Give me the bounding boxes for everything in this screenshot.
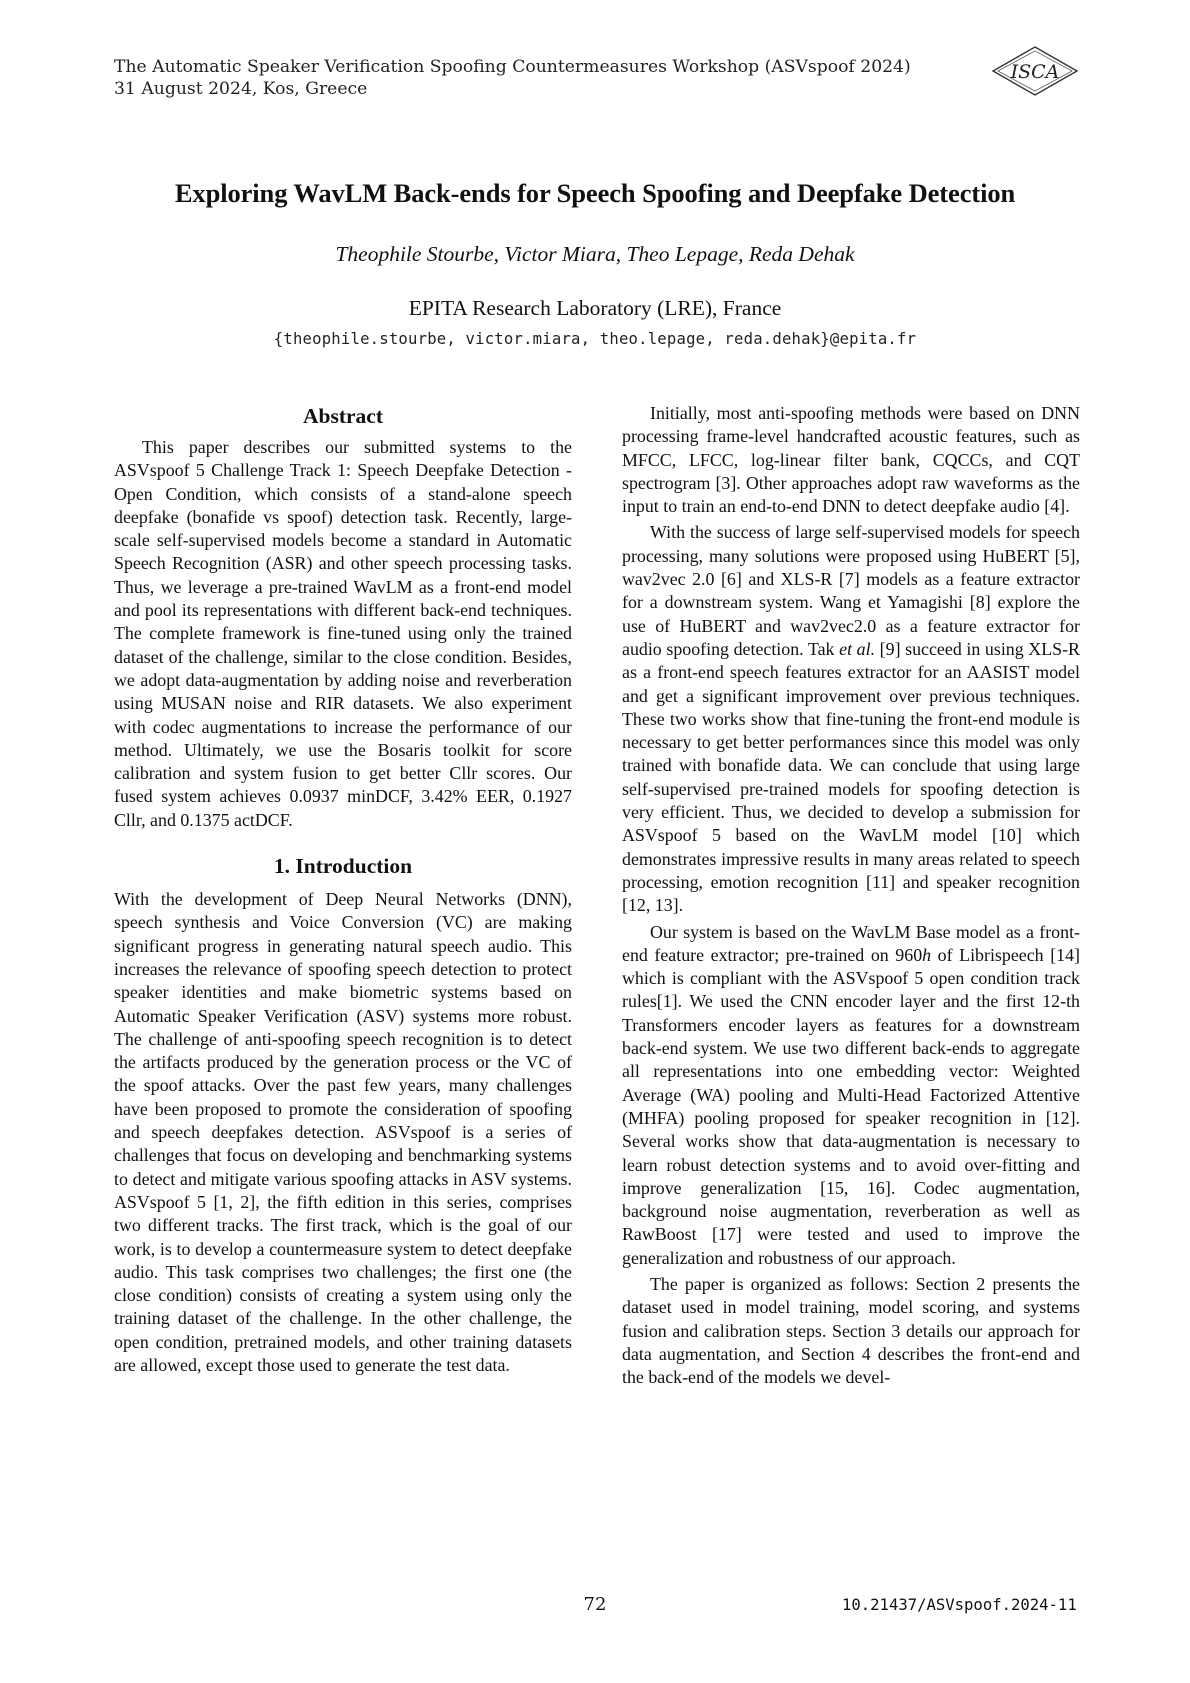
- conference-date-location: 31 August 2024, Kos, Greece: [114, 79, 368, 99]
- intro-paragraph-2: Initially, most anti-spoofing methods were based on DNN processing frame-level handcrafted acoustic features, such as MFCC, LFCC, log-linear filter bank, CQCCs, and CQT spectrogram [3]. Other approaches adopt raw waveforms as the input to train an end-to-end DNN to detect deepfake audio [4].: [622, 403, 1080, 517]
- isca-logo: [990, 44, 1080, 98]
- intro-paragraph-3: With the success of large self-supervised models for speech processing, many solutions were proposed using HuBERT [5], wav2vec 2.0 [6] and XLS-R [7] models as a feature extractor for a downstream system. Wang et Yamagishi [8] explore the use of HuBERT and wav2vec2.0 as a feature extractor for audio spoofing detection. Tak et al. [9] succeed in using XLS-R as a front-end speech features extractor for an AASIST model and get a significant improvement over previous techniques. These two works show that fine-tuning the front-end module is necessary to get better performances since this model was only trained with bonafide data. We can conclude that using large self-supervised pre-trained models for spoofing detection is very efficient. Thus, we decided to develop a submission for ASVspoof 5 based on the WavLM model [10] which demonstrates impressive results in many areas related to speech processing, emotion recognition [11] and speaker recognition [12, 13].: [622, 522, 1080, 916]
- author-emails: {theophile.stourbe, victor.miara, theo.lepage, reda.dehak}@epita.fr: [273, 330, 917, 348]
- paper-title: Exploring WavLM Back-ends for Speech Spoofing and Deepfake Detection: [174, 178, 1016, 208]
- abstract-text: This paper describes our submitted systems to the ASVspoof 5 Challenge Track 1: Speech Deepfake Detection - Open Condition, which consists of a stand-alone speech deepfake (bonafide vs spoof) detection task. Recently, large-scale self-supervised models become a standard in Automatic Speech Recognition (ASR) and other speech processing tasks. Thus, we leverage a pre-trained WavLM as a front-end model and pool its representations with different back-end techniques. The complete framework is fine-tuned using only the trained dataset of the challenge, similar to the close condition. Besides, we adopt data-augmentation by adding noise and reverberation using MUSAN noise and RIR datasets. We also experiment with codec augmentations to increase the performance of our method. Ultimately, we use the Bosaris toolkit for score calibration and system fusion to get better Cllr scores. Our fused system achieves 0.0937 minDCF, 3.42% EER, 0.1927 Cllr, and 0.1375 actDCF.: [114, 437, 572, 830]
- conference-name: The Automatic Speaker Verification Spoofing Countermeasures Workshop (ASVspoof 2024): [114, 57, 911, 77]
- intro-paragraph-1: With the development of Deep Neural Networks (DNN), speech synthesis and Voice Conversion (VC) are making significant progress in generating natural speech audio. This increases the relevance of spoofing speech detection to protect speaker identities and make biometric systems based on Automatic Speaker Verification (ASV) systems more robust. The challenge of anti-spoofing speech recognition is to detect the artifacts produced by the generation process or the VC of the spoof attacks. Over the past few years, many challenges have been proposed to promote the consideration of spoofing and speech deepfakes detection. ASVspoof is a series of challenges that focus on developing and benchmarking systems to detect and mitigate various spoofing attacks in ASV systems. ASVspoof 5 [1, 2], the fifth edition in this series, comprises two different tracks. The first track, which is the goal of our work, is to develop a countermeasure system to detect deepfake audio. This task comprises two challenges; the first one (the close condition) consists of creating a system using only the training dataset of the challenge. In the other challenge, the open condition, pretrained models, and other training datasets are allowed, except those used to generate the test data.: [114, 889, 572, 1375]
- doi-label: 10.21437/ASVspoof.2024-11: [842, 1596, 1077, 1614]
- intro-paragraph-4: Our system is based on the WavLM Base model as a front-end feature extractor; pre-trained on 960h of Librispeech [14] which is compliant with the ASVspoof 5 open condition track rules[1]. We used the CNN encoder layer and the first 12-th Transformers encoder layers as features for a downstream back-end system. We use two different back-ends to aggregate all representations into one embedding vector: Weighted Average (WA) pooling and Multi-Head Factorized Attentive (MHFA) pooling proposed for speaker recognition in [12]. Several works show that data-augmentation is necessary to learn robust detection systems and to avoid over-fitting and improve generalization [15, 16]. Codec augmentation, background noise augmentation, reverberation as well as RawBoost [17] were tested and used to improve the generalization and robustness of our approach.: [622, 921, 1080, 1268]
- introduction-heading: 1. Introduction: [273, 854, 413, 879]
- left-column: [114, 402, 572, 1377]
- isca-logo-text: ISCA: [1010, 61, 1060, 83]
- paper-affiliation: EPITA Research Laboratory (LRE), France: [408, 296, 782, 320]
- right-column: [622, 402, 1080, 1389]
- abstract-heading: Abstract: [302, 404, 383, 428]
- page-number: 72: [583, 1594, 607, 1615]
- conference-header: [114, 56, 954, 100]
- intro-paragraph-5: The paper is organized as follows: Section 2 presents the dataset used in model training, model scoring, and systems fusion and calibration steps. Section 3 details our approach for data augmentation, and Section 4 describes the front-end and the back-end of the models we devel-: [622, 1273, 1080, 1388]
- paper-authors: Theophile Stourbe, Victor Miara, Theo Lepage, Reda Dehak: [335, 242, 855, 266]
